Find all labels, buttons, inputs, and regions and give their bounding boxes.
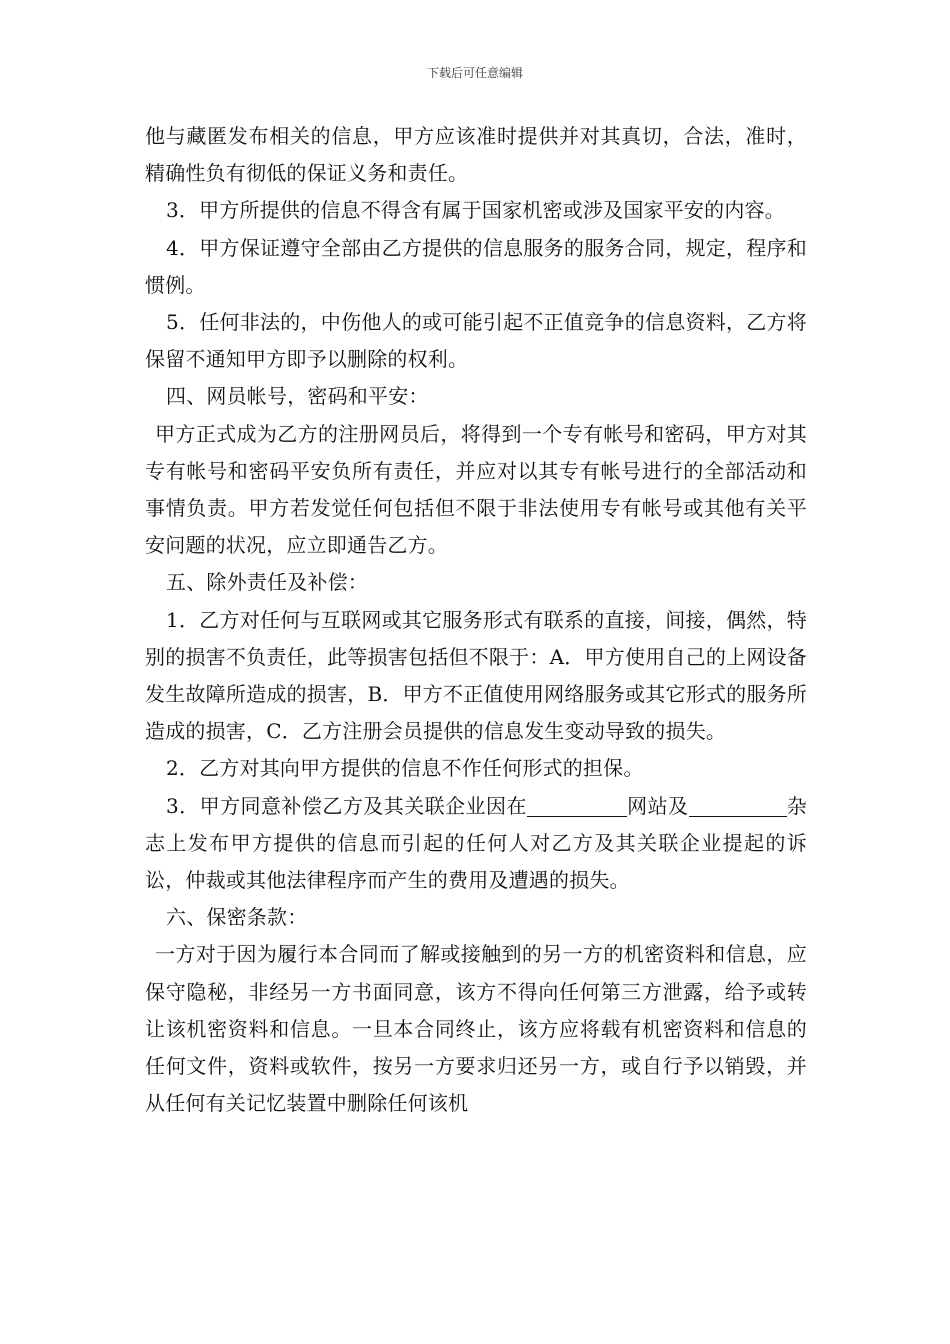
paragraph-confidentiality-terms: 一方对于因为履行本合同而了解或接触到的另一方的机密资料和信息，应保守隐秘，非经另一方书面同意，该方不得向任何第三方泄露，给予或转让该机密资料和信息。一旦本合同终止，该方应将载有机密资料和信息的任何文件，资料或软件，按另一方要求归还另一方，或自行予以销毁，并从任何有关记忆装置中删除任何该机 [145,942,807,1116]
section-heading-liability: 五、除外责任及补偿： [166,570,368,595]
fill-in-blank-magazine-cont [767,794,787,817]
document-body [145,118,807,1122]
paragraph-clause-5: 5．任何非法的，中伤他人的或可能引起不正值竞争的信息资料，乙方将保留不通知甲方即予以删除的权利。 [145,310,807,372]
section-heading-account: 四、网员帐号，密码和平安： [166,384,429,409]
clause-text-part-3: 杂志上发布甲方提供的信息而引起的任何人对乙方及其关联企业提起的诉讼，仲裁或其他法律程序而产生的费用及遭遇的损失。 [145,793,808,893]
fill-in-blank-website [527,794,627,817]
paragraph-liability-3 [145,788,807,900]
paragraph-continuation: 他与藏匿发布相关的信息，甲方应该准时提供并对其真切，合法，准时，精确性负有彻低的保证义务和责任。 [145,124,807,186]
section-heading-confidentiality: 六、保密条款： [166,905,308,930]
fill-in-blank-magazine [689,794,767,817]
page-header: 下载后可任意编辑 [426,66,523,80]
paragraph-liability-2: 2．乙方对其向甲方提供的信息不作任何形式的担保。 [166,756,644,781]
paragraph-liability-1: 1．乙方对任何与互联网或其它服务形式有联系的直接，间接，偶然，特别的损害不负责任，此等损害包括但不限于：A．甲方使用自己的上网设备发生故障所造成的损害，B．甲方不正值使用网络服务或其它形式的服务所造成的损害，C．乙方注册会员提供的信息发生变动导致的损失。 [145,607,807,744]
clause-text-part-1: 3．甲方同意补偿乙方及其关联企业因在 [166,793,527,818]
paragraph-account-terms: 甲方正式成为乙方的注册网员后，将得到一个专有帐号和密码，甲方对其专有帐号和密码平安负所有责任，并应对以其专有帐号进行的全部活动和事情负责。甲方若发觉任何包括但不限于非法使用专有帐号或其他有关平安问题的状况，应立即通告乙方。 [145,421,807,558]
paragraph-clause-4: 4．甲方保证遵守全部由乙方提供的信息服务的服务合同，规定，程序和惯例。 [145,235,807,297]
paragraph-clause-3: 3．甲方所提供的信息不得含有属于国家机密或涉及国家平安的内容。 [166,198,785,223]
clause-text-part-2: 网站及 [626,793,689,818]
